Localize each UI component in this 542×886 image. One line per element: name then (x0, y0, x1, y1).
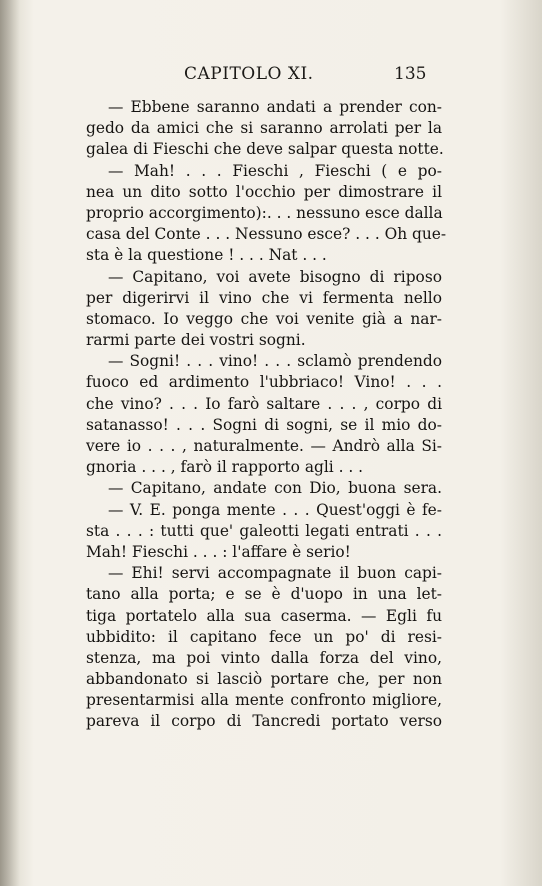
text-line: gnoria . . . , farò il rapporto agli . . . (86, 458, 364, 477)
text-line: pareva il corpo di Tancredi portato verso (86, 712, 442, 731)
text-line: tiga portatelo alla sua caserma. — Egli fu (86, 606, 442, 625)
text-line: — Capitano, andate con Dio, buona sera. (108, 479, 442, 498)
text-line: vere io . . . , naturalmente. — Andrò alla Si- (86, 437, 442, 455)
text-line: Mah! Fieschi . . . : l'affare è serio! (86, 542, 351, 561)
text-line: — Capitano, voi avete bisogno di riposo (108, 267, 442, 286)
running-head: CAPITOLO XI. (184, 64, 314, 84)
text-line: fuoco ed ardimento l'ubbriaco! Vino! . . . (86, 373, 442, 392)
text-line: satanasso! . . . Sogni di sogni, se il mio do- (86, 415, 442, 434)
body-text (86, 97, 447, 733)
text-line: — Sogni! . . . vino! . . . sclamò prendendo (108, 352, 442, 371)
binding-shadow (0, 0, 20, 886)
text-line: — Mah! . . . Fieschi , Fieschi ( e po- (108, 161, 442, 180)
text-line: sta . . . : tutti que' galeotti legati entrati . . . (86, 521, 442, 540)
text-line: nea un dito sotto l'occhio per dimostrare il (86, 182, 442, 201)
text-line: — Ehi! servi accompagnate il buon capi- (108, 564, 442, 583)
text-line: sta è la questione ! . . . Nat . . . (86, 246, 327, 265)
text-line: ubbidito: il capitano fece un po' di resi- (86, 627, 442, 646)
text-line: — V. E. ponga mente . . . Quest'oggi è fe- (108, 500, 442, 519)
text-line: rarmi parte dei vostri sogni. (86, 331, 306, 350)
text-line: che vino? . . . Io farò saltare . . . , corpo di (86, 394, 442, 413)
text-line: gedo da amici che si saranno arrolati per la (86, 119, 442, 138)
text-line: abbandonato si lasciò portare che, per non (86, 670, 442, 689)
text-line: casa del Conte . . . Nessuno esce? . . . Oh que- (86, 225, 447, 244)
text-line: galea di Fieschi che deve salpar questa notte. (86, 140, 444, 159)
text-line: — Ebbene saranno andati a prender con- (108, 98, 442, 116)
text-line: presentarmisi alla mente confronto migliore, (86, 691, 442, 710)
text-line: per digerirvi il vino che vi fermenta nello (86, 288, 442, 307)
text-line: stomaco. Io veggo che voi venite già a nar- (86, 309, 442, 328)
page-header (0, 64, 542, 90)
text-line: stenza, ma poi vinto dalla forza del vino, (86, 648, 442, 667)
page-number: 135 (394, 64, 427, 84)
text-line: tano alla porta; e se è d'uopo in una let- (86, 585, 442, 604)
text-line: proprio accorgimento):. . . nessuno esce dalla (86, 203, 443, 222)
